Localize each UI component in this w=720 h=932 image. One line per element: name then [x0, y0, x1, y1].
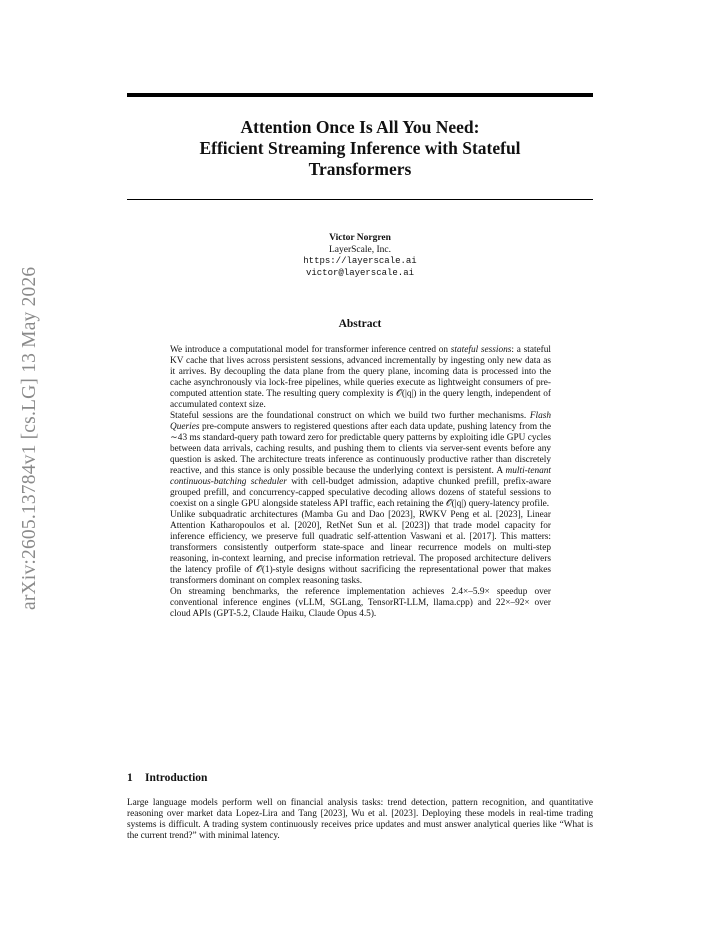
abstract-p2-emphasis-2: multi-tenant continuous-batching scheduler [170, 466, 551, 487]
arxiv-identifier: arXiv:2605.13784v1 [cs.LG] 13 May 2026 [19, 266, 40, 610]
title-top-rule [127, 93, 593, 97]
abstract-paragraph-2 [170, 411, 551, 510]
author-block [127, 233, 593, 279]
abstract-paragraph-3: Unlike subquadratic architectures (Mamba Gu and Dao [2023], RWKV Peng et al. [2023], Linear Attention Katharopoulos et al. [2020], RetNet Sun et al. [2023]) that trade model capacity for inference efficiency, we preserve full quadratic self-attention Vaswani et al. [2017]. This matters: transformers consistently outperform state-space and linear recurrence models on multi-step reasoning, in-context learning, and precise information retrieval. The proposed architecture delivers the latency profile of 𝒪(1)-style designs without sacrificing the representational power that makes transformers dominant on complex reasoning tasks. [170, 510, 551, 586]
introduction-paragraph-1: Large language models perform well on financial analysis tasks: trend detection, pattern recognition, and quantitative reasoning over market data Lopez-Lira and Tang [2023], Wu et al. [2023]. Deploying these models in real-time trading systems is difficult. A trading system continuously receives price updates and must answer analytical queries like “What is the current trend?” with minimal latency. [127, 798, 593, 841]
abstract-p1-text-a: We introduce a computational model for transformer inference centred on [170, 345, 451, 355]
author-url[interactable]: https://layerscale.ai [303, 256, 417, 266]
abstract-p1-text-b: : a stateful KV cache that lives across persistent sessions, advanced incrementally by ingesting only new data as it arrives. By decoupling the data plane from the query plane, incoming data is processed into the cache asynchronously via lock-free pipelines, while queries execute as lightweight consumers of pre-computed attention state. The resulting query complexity is 𝒪(|q|) in the query length, independent of accumulated context size. [170, 345, 551, 410]
abstract-p2-text-b: pre-compute answers to registered questions after each data update, pushing latency from the ∼43 ms standard-query path toward zero for predictable query patterns by exploiting idle GPU cycles between data arrivals, caching results, and pushing them to clients via server-sent events before any question is asked. The architecture treats inference as continuously productive rather than discretely reactive, and this stance is only possible because the underlying context is persistent. A [170, 422, 551, 476]
author-email[interactable]: victor@layerscale.ai [305, 267, 415, 278]
title-line-2: Efficient Streaming Inference with Stateful [199, 138, 521, 158]
abstract-heading: Abstract [338, 318, 382, 330]
abstract-body [170, 345, 551, 620]
section-number: 1 [127, 772, 133, 784]
title-bottom-rule [127, 199, 593, 200]
abstract-p2-text-c: with cell-budget admission, adaptive chunked prefill, prefix-aware grouped prefill, and concurrency-capped speculative decoding allows dozens of stateful sessions to coexist on a single GPU alongside stateless API traffic, each retaining the 𝒪(|q|) query-latency profile. [170, 477, 552, 509]
author-affiliation: LayerScale, Inc. [329, 244, 391, 255]
title-line-1: Attention Once Is All You Need: [240, 117, 480, 137]
abstract-p1-emphasis: stateful sessions [450, 345, 512, 355]
abstract-paragraph-4: On streaming benchmarks, the reference implementation achieves 2.4×–5.9× speedup over conventional inference engines (vLLM, SGLang, TensorRT-LLM, llama.cpp) and 22×–92× over cloud APIs (GPT-5.2, Claude Haiku, Claude Opus 4.5). [170, 587, 551, 619]
paper-title [127, 117, 593, 180]
section-heading-introduction [127, 772, 207, 784]
introduction-body [127, 798, 593, 842]
abstract-p2-text-a: Stateful sessions are the foundational construct on which we build two further mechanisms. [170, 411, 530, 421]
abstract-p2-emphasis-1: Flash Queries [170, 411, 551, 432]
section-title: Introduction [145, 772, 208, 784]
abstract-paragraph-1 [170, 345, 551, 411]
title-line-3: Transformers [308, 159, 412, 179]
author-name: Victor Norgren [329, 233, 391, 243]
